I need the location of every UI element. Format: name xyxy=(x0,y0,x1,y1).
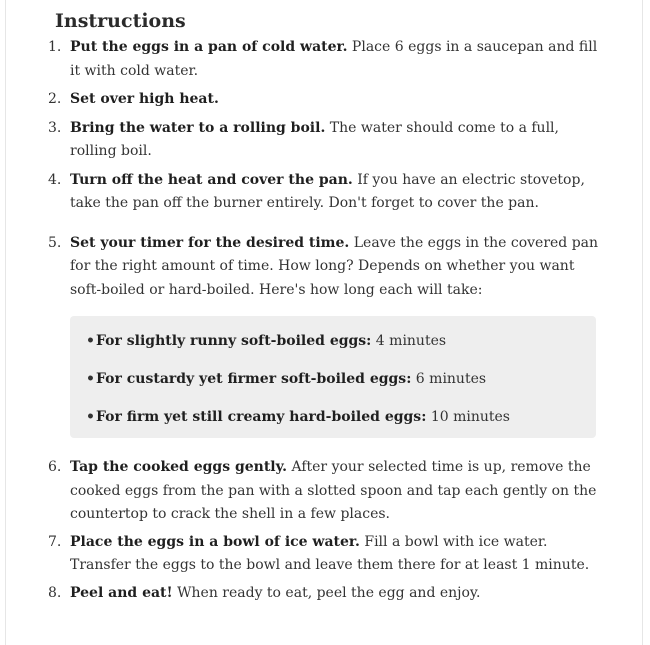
step-number: 1. xyxy=(48,39,62,55)
step-number: 4. xyxy=(48,171,62,188)
instructions-list xyxy=(0,36,650,605)
step-number: 8. xyxy=(48,584,62,601)
timing-label: For slightly runny soft-boiled eggs: xyxy=(96,333,372,349)
step-title: Turn off the heat and cover the pan. xyxy=(70,171,353,188)
step-title: Set over high heat. xyxy=(70,91,219,107)
step-8 xyxy=(0,582,600,606)
step-number: 3. xyxy=(48,119,62,136)
step-1 xyxy=(0,36,600,83)
timing-list xyxy=(86,329,596,429)
timing-item-custardy xyxy=(86,367,596,391)
step-7 xyxy=(0,531,600,578)
step-text: Place 6 eggs in a saucepan and fill it with cold water. xyxy=(70,39,598,79)
step-number: 6. xyxy=(48,459,62,475)
step-5-body xyxy=(70,232,600,303)
step-title: Bring the water to a rolling boil. xyxy=(70,119,326,136)
step-5 xyxy=(0,232,600,439)
step-number: 2. xyxy=(48,91,62,107)
step-text: If you have an electric stovetop, take the pan off the burner entirely. Don't forget to cover the pan. xyxy=(70,171,585,211)
timing-box xyxy=(70,316,596,438)
step-number: 7. xyxy=(48,533,62,550)
step-title: Place the eggs in a bowl of ice water. xyxy=(70,533,360,550)
timing-value: 4 minutes xyxy=(371,333,447,349)
bullet-icon: • xyxy=(86,371,95,387)
step-number: 5. xyxy=(48,234,62,251)
timing-value: 10 minutes xyxy=(426,409,510,425)
step-3 xyxy=(0,117,600,164)
step-title: Set your timer for the desired time. xyxy=(70,234,350,251)
step-text: Fill a bowl with ice water. Transfer the eggs to the bowl and leave them there for at least 1 minute. xyxy=(70,533,590,573)
step-text: When ready to eat, peel the egg and enjoy. xyxy=(172,584,481,601)
timing-item-hard xyxy=(86,405,596,429)
step-text: After your selected time is up, remove the cooked eggs from the pan with a slotted spoon and tap each gently on the countertop to crack the shell in a few places. xyxy=(70,459,597,522)
step-text: Leave the eggs in the covered pan for the right amount of time. How long? Depends on whether you want soft-boiled or hard-boiled. Here's how long each will take: xyxy=(70,234,599,298)
bullet-icon: • xyxy=(86,409,95,425)
step-title: Peel and eat! xyxy=(70,584,173,601)
step-6 xyxy=(0,456,600,527)
timing-value: 6 minutes xyxy=(411,371,487,387)
instructions-heading: Instructions xyxy=(55,10,186,32)
timing-item-runny xyxy=(86,329,596,353)
bullet-icon: • xyxy=(86,333,95,349)
timing-label: For custardy yet firmer soft-boiled eggs: xyxy=(96,371,412,387)
step-4 xyxy=(0,169,600,216)
step-title: Put the eggs in a pan of cold water. xyxy=(70,39,348,55)
timing-label: For firm yet still creamy hard-boiled eggs: xyxy=(96,409,427,425)
step-title: Tap the cooked eggs gently. xyxy=(70,459,288,475)
step-2 xyxy=(0,88,600,112)
step-text: The water should come to a full, rolling boil. xyxy=(70,119,559,159)
